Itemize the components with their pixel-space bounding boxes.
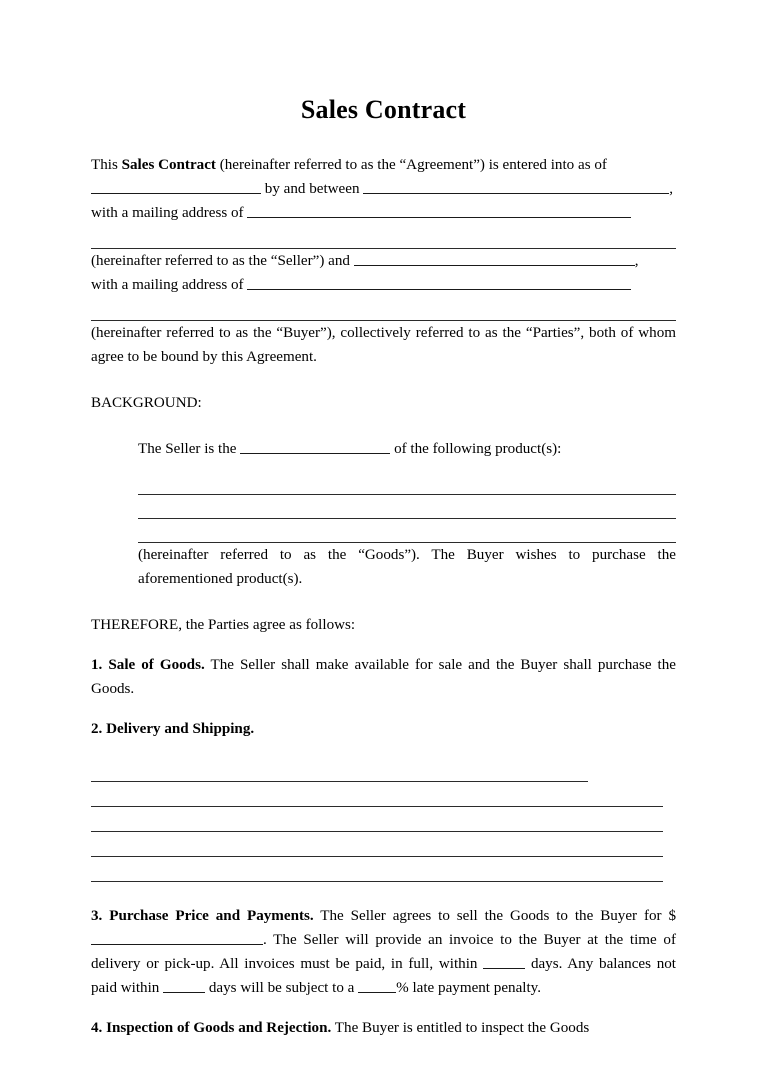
section-3-number: 3. bbox=[91, 907, 103, 924]
background-body bbox=[138, 437, 676, 591]
buyer-address-blank-row bbox=[91, 297, 676, 321]
seller-defined-label: (hereinafter referred to as the “Seller”) and bbox=[91, 252, 350, 269]
section-2-heading: Delivery and Shipping. bbox=[106, 720, 255, 737]
section-3-body-part3: days. Any balances not paid within bbox=[91, 955, 677, 996]
seller-role-blank-field[interactable] bbox=[240, 438, 390, 454]
intro-line-3 bbox=[91, 201, 676, 225]
spacer bbox=[91, 882, 676, 904]
intro-line-1-bold: Sales Contract bbox=[121, 156, 216, 173]
buyer-address-label: with a mailing address of bbox=[91, 276, 244, 293]
section-4-paragraph bbox=[91, 1016, 676, 1040]
date-blank-field[interactable] bbox=[91, 178, 261, 194]
section-2-line-row bbox=[91, 832, 676, 857]
seller-role-label-pre: The Seller is the bbox=[138, 440, 237, 457]
intro-line-2 bbox=[91, 177, 676, 201]
section-2-blank-field-5[interactable] bbox=[91, 881, 663, 882]
section-3-body-part5: % late payment penalty. bbox=[396, 979, 541, 996]
purchase-price-blank-field[interactable] bbox=[91, 929, 263, 945]
goods-description-row bbox=[138, 471, 676, 495]
seller-address-label: with a mailing address of bbox=[91, 204, 244, 221]
section-2-blank-lines bbox=[91, 757, 676, 882]
section-1-body: The Seller shall make available for sale and the Buyer shall purchase the Goods. bbox=[91, 656, 676, 697]
section-3-paragraph bbox=[91, 904, 676, 1000]
spacer bbox=[91, 1000, 676, 1016]
section-1-heading: Sale of Goods. bbox=[108, 656, 205, 673]
intro-line-6 bbox=[91, 273, 676, 297]
section-2-line-row bbox=[91, 857, 676, 882]
goods-description-row bbox=[138, 495, 676, 519]
therefore-paragraph: THEREFORE, the Parties agree as follows: bbox=[91, 616, 356, 633]
balance-days-blank-field[interactable] bbox=[163, 977, 205, 993]
background-heading: BACKGROUND: bbox=[91, 394, 202, 411]
section-2-blank-field-4[interactable] bbox=[91, 856, 663, 857]
invoice-days-blank-field[interactable] bbox=[483, 953, 525, 969]
seller-address-blank-row bbox=[91, 225, 676, 249]
seller-name-blank-field[interactable] bbox=[363, 178, 669, 194]
section-3-heading: Purchase Price and Payments. bbox=[109, 907, 314, 924]
spacer bbox=[91, 591, 676, 613]
parties-paragraph: (hereinafter referred to as the “Buyer”), collectively referred to as the “Parties”, both of whom agree to be bound by this Agreement. bbox=[91, 324, 676, 365]
spacer bbox=[138, 461, 676, 471]
spacer bbox=[91, 637, 676, 653]
document-content bbox=[91, 0, 676, 1040]
section-1-paragraph bbox=[91, 653, 676, 701]
intro-line-1-post: (hereinafter referred to as the “Agreement”) is entered into as of bbox=[215, 156, 607, 173]
intro-block bbox=[91, 153, 676, 369]
intro-line-1-pre: This bbox=[91, 156, 122, 173]
buyer-name-blank-field[interactable] bbox=[354, 250, 635, 266]
section-2-blank-field-1[interactable] bbox=[91, 781, 588, 782]
seller-address-blank-field-1[interactable] bbox=[247, 202, 631, 218]
page-title: Sales Contract bbox=[300, 95, 467, 124]
section-2-line-row bbox=[91, 807, 676, 832]
section-2-blank-field-3[interactable] bbox=[91, 831, 663, 832]
spacer bbox=[91, 125, 676, 153]
intro-line-2-end: , bbox=[669, 180, 674, 197]
section-2-number: 2. bbox=[91, 720, 103, 737]
goods-description-blank-field-1[interactable] bbox=[138, 494, 676, 495]
spacer bbox=[91, 415, 676, 437]
goods-description-row bbox=[138, 519, 676, 543]
intro-line-5 bbox=[91, 249, 676, 273]
section-2-paragraph bbox=[91, 717, 676, 741]
goods-description-blank-field-2[interactable] bbox=[138, 518, 676, 519]
section-2-line-row bbox=[91, 757, 676, 782]
late-penalty-percent-blank-field[interactable] bbox=[358, 977, 396, 993]
spacer bbox=[91, 701, 676, 717]
section-3-body-part2: . The Seller will provide an invoice to the Buyer at the time of delivery or pick-up. All invoices must be paid, in full, within bbox=[91, 931, 676, 972]
section-2-blank-field-2[interactable] bbox=[91, 806, 663, 807]
section-1-number: 1. bbox=[91, 656, 103, 673]
goods-definition-paragraph: (hereinafter referred to as the “Goods”). The Buyer wishes to purchase the aforementioned product(s). bbox=[138, 546, 676, 587]
seller-role-line bbox=[138, 437, 676, 461]
section-4-body: The Buyer is entitled to inspect the Goods bbox=[334, 1019, 590, 1036]
section-3-body-part1: The Seller agrees to sell the Goods to the Buyer for $ bbox=[320, 907, 676, 924]
intro-line-5-end: , bbox=[634, 252, 639, 269]
section-2-line-row bbox=[91, 782, 676, 807]
seller-role-label-post: of the following product(s): bbox=[394, 440, 562, 457]
buyer-address-blank-field-1[interactable] bbox=[247, 274, 631, 290]
intro-line-2-mid: by and between bbox=[261, 180, 360, 197]
intro-line-1 bbox=[91, 153, 676, 177]
section-4-number: 4. bbox=[91, 1019, 103, 1036]
section-4-heading: Inspection of Goods and Rejection. bbox=[106, 1019, 332, 1036]
spacer bbox=[91, 369, 676, 391]
section-3-body-part4: days will be subject to a bbox=[205, 979, 359, 996]
